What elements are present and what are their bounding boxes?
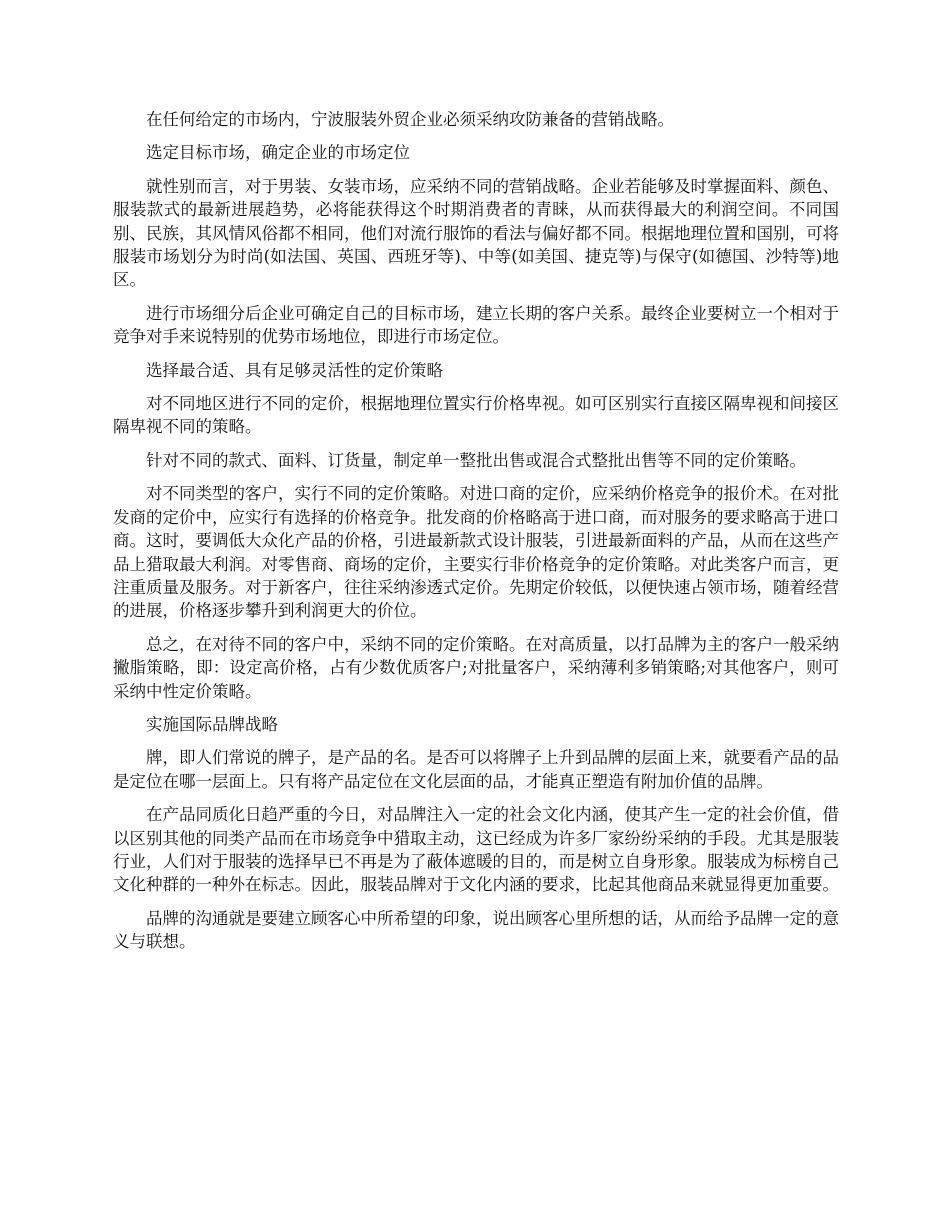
paragraph-market-positioning: 进行市场细分后企业可确定自己的目标市场，建立长期的客户关系。最终企业要树立一个相对于竞争对手来说特别的优势市场地位，即进行市场定位。 — [113, 303, 839, 347]
paragraph-brand-culture: 在产品同质化日趋严重的今日，对品牌注入一定的社会文化内涵，使其产生一定的社会价值，借以区别其他的同类产品而在市场竞争中猎取主动，这已经成为许多厂家纷纷采纳的手段。尤其是服装行业，人们对于服装的选择早已不再是为了蔽体遮暖的目的，而是树立自身形象。服装成为标榜自己文化种群的一种外在标志。因此，服装品牌对于文化内涵的要求，比起其他商品来就显得更加重要。 — [113, 805, 839, 895]
paragraph-style-pricing: 针对不同的款式、面料、订货量，制定单一整批出售或混合式整批出售等不同的定价策略。 — [146, 450, 806, 470]
paragraph-intro: 在任何给定的市场内，宁波服装外贸企业必须采纳攻防兼备的营销战略。 — [146, 110, 674, 129]
paragraph-customer-pricing: 对不同类型的客户，实行不同的定价策略。对进口商的定价，应采纳价格竞争的报价术。在对批发商的定价中，应实行有选择的价格竞争。批发商的价格略高于进口商，而对服务的要求略高于进口商。这时，要调低大众化产品的价格，引进最新款式设计服装，引进最新面料的产品，从而在这些产品上猎取最大利润。对零售商、商场的定价，主要实行非价格竞争的定价策略。对此类客户而言，更注重质量及服务。对于新客户，往往采纳渗透式定价。先期定价较低，以便快速占领市场，随着经营的进展，价格逐步攀升到利润更大的价位。 — [113, 484, 839, 621]
paragraph-regional-pricing: 对不同地区进行不同的定价，根据地理位置实行价格卑视。如可区别实行直接区隔卑视和间接区隔卑视不同的策略。 — [113, 394, 839, 437]
section-heading-target-market: 选定目标市场，确定企业的市场定位 — [146, 143, 410, 163]
paragraph-gender-market: 就性别而言，对于男装、女装市场，应采纳不同的营销战略。企业若能够及时掌握面料、颜色、服装款式的最新进展趋势，必将能获得这个时期消费者的青睐，从而获得最大的利润空间。不同国别、民族，其风情风俗都不相同，他们对流行服饰的看法与偏好都不同。根据地理位置和国别，可将服装市场划分为时尚(如法国、英国、西班牙等)、中等(如美国、捷克等)与保守(如德国、沙特等)地区。 — [113, 176, 839, 290]
document-body — [113, 108, 839, 964]
section-heading-brand-strategy: 实施国际品牌战略 — [146, 714, 278, 734]
paragraph-pricing-summary: 总之，在对待不同的客户中，采纳不同的定价策略。在对高质量，以打品牌为主的客户一般采纳撇脂策略，即：设定高价格，占有少数优质客户;对批量客户，采纳薄利多销策略;对其他客户，则可采纳中性定价策略。 — [113, 634, 839, 701]
paragraph-brand-communication: 品牌的沟通就是要建立顾客心中所希望的印象，说出顾客心里所想的话，从而给予品牌一定的意义与联想。 — [113, 908, 839, 952]
paragraph-brand-definition: 牌，即人们常说的牌子，是产品的名。是否可以将牌子上升到品牌的层面上来，就要看产品的品是定位在哪一层面上。只有将产品定位在文化层面的品，才能真正塑造有附加价值的品牌。 — [113, 748, 839, 791]
section-heading-pricing-strategy: 选择最合适、具有足够灵活性的定价策略 — [146, 360, 443, 380]
